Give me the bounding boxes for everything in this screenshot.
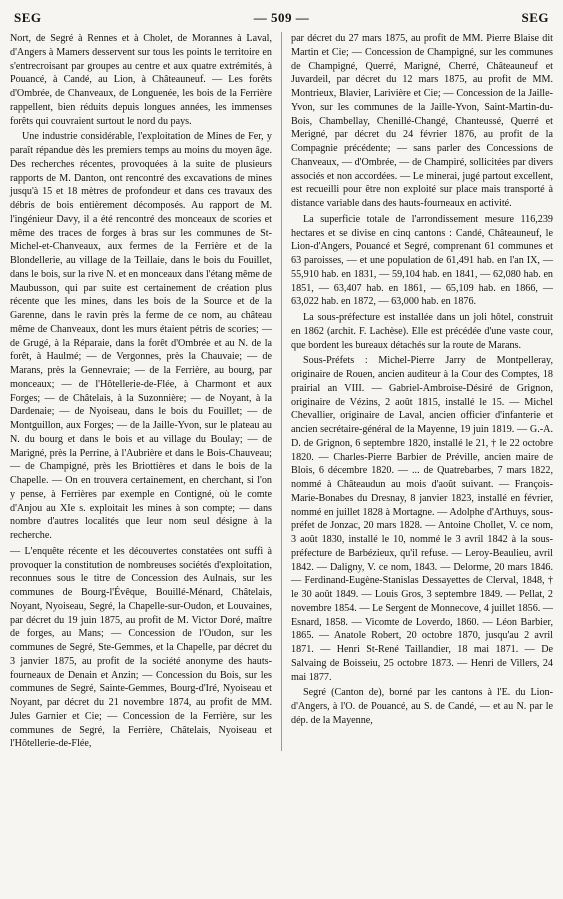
paragraph: Une industrie considérable, l'exploitation de Mines de Fer, y paraît répandue dès les premiers temps au moins du moyen âge. Des recherches récentes, provoquées à la suite de plusieurs rapports de M. Danton, ont rencontré des excavations de mines jusqu'à 15 et 18 mètres de profondeur et dans ces travaux des débris de bois entièrement décomposés. Au rapport de M. l'ingénieur Davy, il a été rencontré des monceaux de scories et même des traces de forges à bras sur les communes de St-Michel-et-Chanveaux, aux fermes de la Ferrière et de la Blondellerie, au village de la Teillaie, dans le bois du Fouillet, dans le bois, sur la rive N. et en monceaux dans l'étang même de Maubusson, qui par suite est certainement de création plus récente que les mines, dans les bois de la Source et de la Garenne, dans le ravin près la ferme de ce nom, au château même de Chanveaux, dont les murs étaient pétris de scories; — de Grugé, à la Réparaie, dans la forêt d'Ombrée et au N. de la forêt, à Haulmé; — de Vergonnes, près la Chauvaie; — de Marans, près la Gennevraie; — de la Ferrière, au bourg, par monceaux; — de l'Hôtellerie-de-Flée, à Charmont et aux Forges; — de Châtelais, à la Suzonnière; — de Noyant, à la Dardenaie; — de Nyoiseau, dans le bois du Fouillet; — de Montguillon, aux Forges; — de la Jaille-Yvon, sur le plateau au N. du bourg et dans le bois et au village du Boulay; — de Marigné, près la Perrine, à l'Aubrière et dans le Bois-Chauveau; — de Champigné, près les Briottières et dans le bois de la Chapelle. — On en trouvera certainement, en cherchant, si l'on y pense, à Ferrières par exemple en Contigné, où le comte d'Anjou au XIe s. exploitait les mines à son compte; — dans nombre d'autres localités que leur nom seul désigne à la recherche.: [10, 131, 272, 541]
paragraph: Nort, de Segré à Rennes et à Cholet, de Morannes à Laval, d'Angers à Mamers desservent sur tous les points le territoire en s'entrecroisant par groupes au centre et aux quatre extrémités, à Pouancé, à Candé, au Lion, à Châteauneuf. — Les forêts d'Ombrée, de Chanveaux, de Longuenée, les bois de la Ferrière rappellent, bien réduits depuis longues années, les immenses forêts qui couvraient surtout le nord du pays.: [10, 33, 272, 127]
column-divider: [281, 32, 282, 751]
paragraph: par décret du 27 mars 1875, au profit de MM. Pierre Blaise dit Martin et Cie; — Concession de Champigné, sur les communes de Champigné, Querré, Marigné, Cherré, Châteauneuf et Juvardeil, par décret du 12 mars 1875, au profit de MM. Montrieux, Blavier, Larivière et Cie; — Concession de la Jaille-Yvon, sur les communes de la Jaille-Yvon, Saint-Martin-du-Bois, Chambellay, Chenillé-Changé, Chanteussé, Querré et Merigné, par décret du 24 février 1876, au profit de la Compagnie précédente; — sans parler des Concessions de Chanveaux, — d'Ombrée, — de Champiré, sollicitées par divers associés et non accordées. — Le minerai, jugé partout excellent, est recueilli pour être non exploité sur place mais transporté à distance variable dans des hauts-fourneaux en activité.: [291, 33, 553, 209]
page-header: [10, 10, 553, 28]
paragraph: La superficie totale de l'arrondissement mesure 116,239 hectares et se divise en cinq cantons : Candé, Châteauneuf, le Lion-d'Angers, Pouancé et Segré, comprenant 61 communes et 63 paroisses, — et une population de 61,491 hab. en l'an IX, — 55,910 hab. en 1831, — 59,104 hab. en 1841, — 62,080 hab. en 1851, — 63,407 hab. en 1861, — 65,109 hab. en 1866, — 63,022 hab. en 1872, — 63,000 hab. en 1876.: [291, 213, 553, 308]
paragraph: Sous-Préfets : Michel-Pierre Jarry de Montpelleray, originaire de Rouen, ancien auditeur à la Cour des Comptes, 18 prairial an VIII. — Gabriel-Ambroise-Désiré de Grignon, originaire de Vézins, 2 août 1815, installé le 15. — Michel Chevallier, originaire de Laval, ancien officier d'infanterie et ancien secrétaire-général de la Mayenne, 19 juin 1819. — G.-A. D. de Grignon, 6 septembre 1820, installé le 21, † le 22 octobre 1820. — Charles-Pierre Barbier de Préville, ancien maire de Blois, 6 décembre 1820. — ... de Quatrebarbes, 7 mars 1822, nommé à Châteaudun au mois d'août suivant. — François-Marie-Bonabes du Dresnay, 8 janvier 1823, installé en février, nommé en juillet 1828 à Mortagne. — Adolphe d'Arthuys, sous-préfet de Jonzac, 20 mars 1828. — Antoine Chollet, V. ce nom, 3 août 1830, installé le 10, nommé le 3 avril 1842 à la sous-préfecture de Barbézieux, qu'il refuse. — Leroy-Beaulieu, avril 1842. — Daligny, V. ce nom, 1843. — Delorme, 20 mars 1846. — Ferdinand-Eugène-Stanislas Dessayettes de Clerval, 1848, † le 30 août 1849. — Louis Gros, 3 septembre 1849. — Pellat, 2 novembre 1854. — Le Sergent de Monnecove, 4 juillet 1856. — Esnard, 1858. — Vicomte de Loverdo, 1860. — Léon Barbier, 1865. — Anatole Robert, 20 octobre 1870, jusqu'au 2 avril 1871. — Henri St-René Taillandier, 18 mai 1871. — De Salvaing de Boisseiu, 25 octobre 1873. — Henri de Villers, 24 mai 1877.: [291, 355, 553, 683]
running-head-right: SEG: [521, 10, 549, 25]
left-column: [10, 32, 272, 751]
page-number: — 509 —: [253, 10, 310, 25]
running-head-left: SEG: [14, 10, 42, 25]
text-columns: [10, 32, 553, 751]
paragraph: La sous-préfecture est installée dans un joli hôtel, construit en 1862 (archit. F. Lachèse). Elle est précédée d'une vaste cour, que bordent les bureaux détachés sur la route de Marans.: [291, 312, 553, 351]
right-column: [291, 32, 553, 751]
paragraph: — L'enquête récente et les découvertes constatées ont suffi à provoquer la constitution de nombreuses sociétés d'exploitation, reconnues sous le titre de Concession des Aulnais, sur les communes de Bourg-l'Évêque, Bouillé-Ménard, Châtelais, Noyant, Nyoiseau, Segré, la Chapelle-sur-Oudon, et Louvaines, par décret du 19 juin 1875, au profit de M. Victor Doré, maître de forges, au Mans; — Concession de l'Oudon, sur les communes de Segré, Ste-Gemmes, et la Chapelle, par décret du 3 janvier 1875, au profit de la société anonyme des hauts-fourneaux de Denain et Anzin; — Concession du Bois, sur les communes de Segré, Sainte-Gemmes, Bourg-d'Iré, Nyoiseau et Noyant, par décret du 21 novembre 1874, au profit de MM. Jules Garnier et Cie; — Concession de la Ferrière, sur les communes de Segré, la Ferrière, Châtelais, Nyoiseau et l'Hôtellerie-de-Flée,: [10, 545, 272, 750]
entry-segre-canton: Segré (Canton de), borné par les cantons à l'E. du Lion-d'Angers, à l'O. de Pouancé, au S. de Candé, — et au N. par le dép. de la Mayenne,: [291, 687, 553, 726]
